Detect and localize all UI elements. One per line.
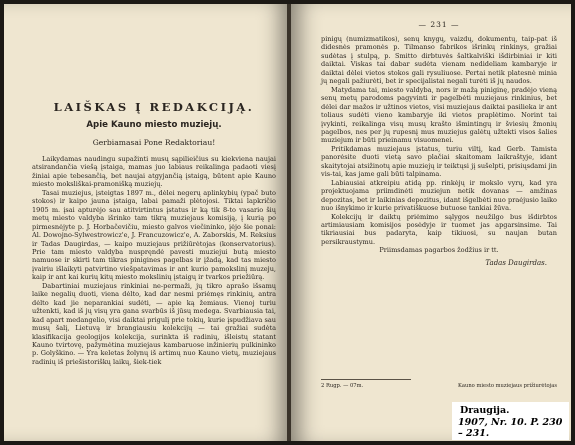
footer-date: 2 Rugp. — 07m. bbox=[321, 383, 364, 389]
left-paragraph-1: Laikydamas naudingu supažinti musų sąpilieičius su kiekviena naujai atsirandančia viešą įstaiga, mamas juo labiaus reikalinga padaoti viesį žiniai apie tebesančią, bet naujai atgyjančią įstaigą, būtent apie Kauno miesto moksliškai-pramonišką muziejų. bbox=[32, 155, 276, 189]
section-title: LAIŠKAS Į REDAKCIJĄ. bbox=[53, 100, 255, 114]
article-title: Apie Kauno miesto muziejų. bbox=[86, 120, 222, 130]
footer-role: Kauno miesto muziejaus prižiurėtojas bbox=[458, 383, 557, 389]
caption-reference: 1907, Nr. 10. P. 230 – 231. bbox=[458, 416, 563, 439]
right-paragraph-3: Pritikdamas muziejaus įstatus, turiu viltį, kad Gerb. Tamista panorėsite duoti vietą savo plačiai skaitomam laikraštyje, idant skaitytojai atsižinotų apie muziejų ir teiktųsi jį sušelpti, prisiųsdami jin vis-tai, kas jame gali būti talpinama. bbox=[321, 144, 557, 179]
salutation: Gerbiamasai Pone Redaktoriau! bbox=[92, 138, 216, 147]
right-paragraph-4: Labiausiai atkreipiu atidą pp. rinkėjų ir mokslo vyrų, kad yra projektuojama priimdinėti muziejun netik dovanas — amžinas depozitas, bet ir laikinias depozitus, idant išgelbėti nuo praėjusio laiko nuo išnykimo ir kurie privatiškuose butuose tankiai žūva. bbox=[321, 178, 557, 213]
page-number: — 231 — bbox=[418, 20, 460, 29]
closing-line: Priimsdamas pagarbos žodžius ir tt. bbox=[379, 246, 499, 255]
left-page bbox=[4, 4, 289, 441]
source-caption bbox=[452, 402, 569, 440]
right-page bbox=[291, 4, 571, 441]
right-paragraph-5: Kolekcijų ir daiktų priėmimo sąlygos neužilgo bus išdirbtos artimiausiam komisijos posėdyje ir tuomet jas apgarsinsime. Tai tikriausiai bus padaryta, kaip tikiuosi, su naujan butan persikraustymu. bbox=[321, 212, 557, 246]
left-paragraph-2: Tasai muziejus, įsteigtas 1897 m., dėlei negerų aplinkybių (ypač buto stokos) ir kaipo jauna įstaiga, labai pamaži plėtojosi. Tiktai lapkričio 1905 m. įsai apturėjo sau atitvirtintus įstatus ir ką tik 8-to vasario šių metų miesto valdyba išrinko tam tikrą muziejaus komisiją, į kurią po pirmesnėjyte p. J. Horbačevičiu, miesto galvos viečininko, įėjo šie ponai: Al. Dowojno-Sylwestrowicz'e, J. Francuzowicz'e, A. Zaborskis, M. Reksius ir Tadas Daugirdas, — kaipo muziejaus prižiūrėtojas (konservatorius). Prie tam miesto valdyba nuspręndė pavesti muziejui butą miesto namuose ir skirti tam tikras pinigines pagelbas ir įžadą, kad tas miesto įvairiu išlaikyti patvirtino viešpatavimas ir ant kurio pamokslinį muzeju, kaip ir ant kai kurių kitų miesto mokslinių įstaigų ir tvarkos priežiūrą. bbox=[32, 188, 276, 282]
signature: Tadas Daugirdas. bbox=[485, 258, 547, 267]
footer-rule bbox=[321, 379, 411, 380]
page-footer bbox=[321, 383, 557, 389]
left-paragraph-3: Dabartiniai muziejaus rinkiniai ne-permaži, jų tikro aprašo išsamų laike negalių duoti, viena dėlto, kad dar nesmi priėmęs rinkinių, antra dėlto kad jie neparankiai sudėti, — apie ką žemiaus. Vienoj turiu užtenkti, kad iš jų visų yra gana svarbūs iš jūsų medega. Svarbiausia tai, kad apart medangelio, visi daiktai prigulį prie tokių, kurie įspudžiava sau musų šalį, Lietuvą ir brangiausiu kolekcijų — tai gražiai sudėta klasifikacija geologijos kolekcija, surinkta iš radinių, išleistų statant Kauno tvirtovę, pažymėtina muziejaus kambaruose inžinierių pulkininko p. Golyškino. — Yra keletas žolynų iš artimų nuo Kauno vietų, muziejaus radinių iš priešistoriškų laikų, šiek-tiek bbox=[32, 281, 276, 366]
book-spread bbox=[4, 4, 571, 441]
caption-title: Draugija. bbox=[460, 405, 510, 416]
right-paragraph-2: Matydama tai, miesto valdyba, nors ir mažą piniginę, pradėjo vieną senų metų parodoms pagyvinti ir pagelbėti muziejaus rinkinius, bet dėlei dar mažos ir užtinos vietos, visi muziejaus daiktai pasilieka ir ant toliaus sudėti vieno kambaryje iki vietos praplėtimo. Norint tai įvykinti, reikalinga visų musų krašto išmintingų ir šviesių žmonių pagelbos, nes per jų rupesnį mus muziejus galėtų užtekti visos šalies muziejum ir būti prieinamu visuomenei. bbox=[321, 85, 557, 145]
right-paragraph-1: pinigų (numizmatikos), senų knygų, vaizdų, dokumentų, taip-pat iš didesnės pramonės p. Tilmanso fabrikos išrinkų rinkinys, gražiai sudėtas į stulpą, p. Smitto dirbtuvės šaltkalviški išdirbiniai ir kiti daiktai. Viskas tai dabar sudėta vienam nedideliam kambaryje ir daiktai dėlei vietos stokos gali rysuliuose. Pertai netik platesnė minia jų negali pažiurėti, bet ir specijalistai negali turėti iš jų naudos. bbox=[321, 35, 557, 86]
